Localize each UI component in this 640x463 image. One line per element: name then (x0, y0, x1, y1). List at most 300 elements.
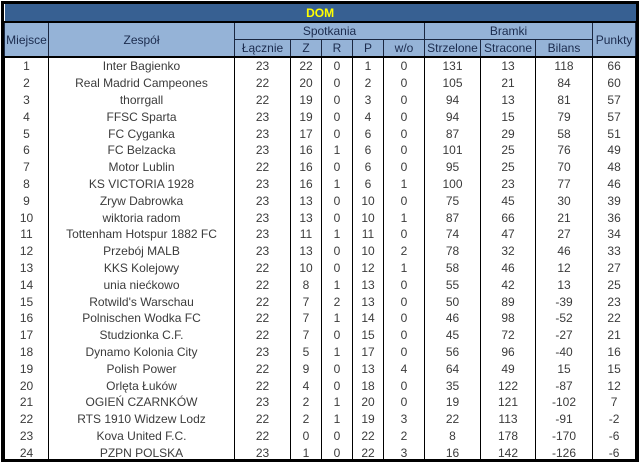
cell-stracone: 32 (481, 243, 536, 260)
cell-punkty: 46 (593, 176, 636, 193)
table-row[interactable] (5, 243, 636, 260)
cell-bilans: -27 (536, 327, 593, 344)
cell-punkty: 60 (593, 75, 636, 92)
cell-lacznie: 23 (235, 125, 291, 142)
cell-p: 6 (353, 176, 384, 193)
cell-r: 0 (322, 444, 353, 461)
table-row[interactable] (5, 276, 636, 293)
cell-wo: 3 (384, 411, 425, 428)
cell-p: 11 (353, 226, 384, 243)
cell-strzelone: 8 (425, 428, 481, 445)
cell-stracone: 142 (481, 444, 536, 461)
cell-stracone: 13 (481, 57, 536, 75)
cell-z: 1 (291, 444, 322, 461)
cell-r: 0 (322, 428, 353, 445)
cell-bilans: -40 (536, 344, 593, 361)
cell-zespol: FFSC Sparta (49, 108, 235, 125)
cell-strzelone: 16 (425, 444, 481, 461)
cell-stracone: 98 (481, 310, 536, 327)
cell-punkty: 22 (593, 310, 636, 327)
cell-p: 13 (353, 293, 384, 310)
cell-strzelone: 56 (425, 344, 481, 361)
cell-z: 11 (291, 226, 322, 243)
cell-r: 0 (322, 108, 353, 125)
cell-r: 1 (322, 310, 353, 327)
cell-wo: 0 (384, 57, 425, 75)
cell-bilans: -126 (536, 444, 593, 461)
cell-z: 19 (291, 92, 322, 109)
col-header-z: Z (291, 40, 322, 58)
cell-bilans: 118 (536, 57, 593, 75)
cell-r: 0 (322, 209, 353, 226)
cell-p: 4 (353, 108, 384, 125)
cell-stracone: 178 (481, 428, 536, 445)
cell-punkty: 39 (593, 192, 636, 209)
cell-p: 10 (353, 192, 384, 209)
table-row[interactable] (5, 75, 636, 92)
cell-punkty: 66 (593, 57, 636, 75)
cell-punkty: -6 (593, 428, 636, 445)
table-row[interactable] (5, 310, 636, 327)
league-standings-table (1, 1, 639, 462)
cell-miejsce: 23 (5, 428, 49, 445)
table-row[interactable] (5, 57, 636, 75)
cell-zespol: Przebój MALB (49, 243, 235, 260)
cell-stracone: 29 (481, 125, 536, 142)
col-header-punkty: Punkty (593, 22, 636, 57)
cell-miejsce: 19 (5, 360, 49, 377)
cell-stracone: 72 (481, 327, 536, 344)
cell-bilans: 15 (536, 360, 593, 377)
cell-strzelone: 94 (425, 108, 481, 125)
cell-lacznie: 22 (235, 75, 291, 92)
table-row[interactable] (5, 226, 636, 243)
table-row[interactable] (5, 377, 636, 394)
cell-strzelone: 64 (425, 360, 481, 377)
cell-punkty: 57 (593, 92, 636, 109)
cell-miejsce: 3 (5, 92, 49, 109)
table-body (5, 57, 636, 461)
cell-miejsce: 20 (5, 377, 49, 394)
cell-r: 0 (322, 92, 353, 109)
cell-lacznie: 23 (235, 394, 291, 411)
cell-stracone: 89 (481, 293, 536, 310)
cell-p: 12 (353, 260, 384, 277)
cell-z: 9 (291, 360, 322, 377)
cell-stracone: 122 (481, 377, 536, 394)
cell-lacznie: 23 (235, 176, 291, 193)
cell-zespol: unia niećkowo (49, 276, 235, 293)
cell-strzelone: 101 (425, 142, 481, 159)
cell-bilans: -102 (536, 394, 593, 411)
cell-strzelone: 58 (425, 260, 481, 277)
cell-wo: 0 (384, 108, 425, 125)
cell-bilans: 70 (536, 159, 593, 176)
cell-punkty: 21 (593, 327, 636, 344)
cell-lacznie: 22 (235, 92, 291, 109)
cell-miejsce: 7 (5, 159, 49, 176)
cell-p: 1 (353, 57, 384, 75)
col-header-wo: w/o (384, 40, 425, 58)
cell-bilans: 58 (536, 125, 593, 142)
cell-p: 22 (353, 428, 384, 445)
cell-wo: 0 (384, 159, 425, 176)
cell-wo: 0 (384, 92, 425, 109)
cell-punkty: 57 (593, 108, 636, 125)
cell-bilans: -87 (536, 377, 593, 394)
cell-strzelone: 100 (425, 176, 481, 193)
cell-p: 2 (353, 75, 384, 92)
group-header-spotkania: Spotkania (235, 22, 425, 40)
cell-bilans: 77 (536, 176, 593, 193)
cell-bilans: 12 (536, 260, 593, 277)
cell-r: 0 (322, 75, 353, 92)
cell-bilans: 76 (536, 142, 593, 159)
cell-miejsce: 16 (5, 310, 49, 327)
cell-z: 22 (291, 57, 322, 75)
cell-stracone: 47 (481, 226, 536, 243)
cell-wo: 0 (384, 394, 425, 411)
cell-wo: 0 (384, 226, 425, 243)
cell-lacznie: 22 (235, 411, 291, 428)
cell-z: 2 (291, 411, 322, 428)
cell-wo: 0 (384, 293, 425, 310)
cell-miejsce: 12 (5, 243, 49, 260)
col-header-miejsce: Miejsce (5, 22, 49, 57)
cell-strzelone: 50 (425, 293, 481, 310)
col-header-bilans: Bilans (536, 40, 593, 58)
cell-p: 13 (353, 276, 384, 293)
cell-miejsce: 13 (5, 260, 49, 277)
table-title: DOM (5, 4, 636, 22)
table-row[interactable] (5, 444, 636, 461)
cell-punkty: 16 (593, 344, 636, 361)
cell-miejsce: 10 (5, 209, 49, 226)
cell-strzelone: 19 (425, 394, 481, 411)
cell-lacznie: 23 (235, 226, 291, 243)
cell-bilans: -91 (536, 411, 593, 428)
cell-z: 16 (291, 176, 322, 193)
cell-stracone: 66 (481, 209, 536, 226)
cell-strzelone: 95 (425, 159, 481, 176)
cell-punkty: 7 (593, 394, 636, 411)
cell-p: 10 (353, 243, 384, 260)
cell-zespol: FC Belzacka (49, 142, 235, 159)
cell-z: 4 (291, 377, 322, 394)
cell-zespol: Rotwild's Warschau (49, 293, 235, 310)
cell-wo: 1 (384, 260, 425, 277)
cell-punkty: 48 (593, 159, 636, 176)
table-row[interactable] (5, 92, 636, 109)
cell-zespol: Polnischen Wodka FC (49, 310, 235, 327)
cell-zespol: RTS 1910 Widzew Lodz (49, 411, 235, 428)
table-row[interactable] (5, 125, 636, 142)
table-row[interactable] (5, 428, 636, 445)
cell-bilans: -170 (536, 428, 593, 445)
cell-stracone: 49 (481, 360, 536, 377)
cell-p: 6 (353, 159, 384, 176)
cell-z: 17 (291, 125, 322, 142)
col-header-p: P (353, 40, 384, 58)
cell-stracone: 121 (481, 394, 536, 411)
cell-punkty: 34 (593, 226, 636, 243)
col-header-stracone: Stracone (481, 40, 536, 58)
cell-bilans: 21 (536, 209, 593, 226)
cell-bilans: -39 (536, 293, 593, 310)
cell-zespol: thorrgall (49, 92, 235, 109)
cell-miejsce: 21 (5, 394, 49, 411)
cell-z: 2 (291, 394, 322, 411)
cell-punkty: 12 (593, 377, 636, 394)
table-row[interactable] (5, 142, 636, 159)
cell-r: 1 (322, 142, 353, 159)
cell-punkty: 33 (593, 243, 636, 260)
cell-wo: 1 (384, 176, 425, 193)
cell-z: 5 (291, 344, 322, 361)
cell-bilans: 30 (536, 192, 593, 209)
cell-lacznie: 22 (235, 327, 291, 344)
cell-lacznie: 23 (235, 444, 291, 461)
cell-lacznie: 22 (235, 159, 291, 176)
cell-punkty: -6 (593, 444, 636, 461)
cell-strzelone: 22 (425, 411, 481, 428)
cell-p: 6 (353, 125, 384, 142)
cell-stracone: 25 (481, 142, 536, 159)
cell-lacznie: 23 (235, 192, 291, 209)
cell-r: 0 (322, 57, 353, 75)
cell-z: 7 (291, 310, 322, 327)
cell-r: 1 (322, 344, 353, 361)
cell-strzelone: 78 (425, 243, 481, 260)
cell-punkty: 23 (593, 293, 636, 310)
cell-lacznie: 22 (235, 293, 291, 310)
cell-strzelone: 75 (425, 192, 481, 209)
cell-stracone: 96 (481, 344, 536, 361)
cell-strzelone: 46 (425, 310, 481, 327)
cell-zespol: Studzionka C.F. (49, 327, 235, 344)
cell-lacznie: 22 (235, 310, 291, 327)
cell-wo: 0 (384, 276, 425, 293)
table-row[interactable] (5, 108, 636, 125)
table-row[interactable] (5, 176, 636, 193)
cell-miejsce: 14 (5, 276, 49, 293)
cell-p: 6 (353, 142, 384, 159)
cell-r: 0 (322, 159, 353, 176)
cell-stracone: 15 (481, 108, 536, 125)
col-header-lacznie: Łącznie (235, 40, 291, 58)
cell-p: 20 (353, 394, 384, 411)
cell-r: 0 (322, 377, 353, 394)
cell-bilans: 13 (536, 276, 593, 293)
cell-p: 15 (353, 327, 384, 344)
cell-miejsce: 8 (5, 176, 49, 193)
cell-r: 1 (322, 226, 353, 243)
table-row[interactable] (5, 344, 636, 361)
cell-z: 0 (291, 428, 322, 445)
cell-stracone: 113 (481, 411, 536, 428)
cell-p: 19 (353, 411, 384, 428)
cell-miejsce: 5 (5, 125, 49, 142)
cell-lacznie: 22 (235, 360, 291, 377)
cell-zespol: PZPN POLSKA (49, 444, 235, 461)
cell-wo: 4 (384, 360, 425, 377)
cell-punkty: 51 (593, 125, 636, 142)
table-row[interactable] (5, 260, 636, 277)
cell-wo: 0 (384, 344, 425, 361)
cell-r: 2 (322, 293, 353, 310)
cell-wo: 2 (384, 428, 425, 445)
cell-lacznie: 22 (235, 377, 291, 394)
cell-bilans: 81 (536, 92, 593, 109)
cell-bilans: -52 (536, 310, 593, 327)
cell-strzelone: 74 (425, 226, 481, 243)
cell-zespol: Dynamo Kolonia City (49, 344, 235, 361)
table-row[interactable] (5, 360, 636, 377)
cell-wo: 0 (384, 142, 425, 159)
cell-r: 0 (322, 360, 353, 377)
cell-zespol: Tottenham Hotspur 1882 FC (49, 226, 235, 243)
table-row[interactable] (5, 192, 636, 209)
cell-stracone: 13 (481, 92, 536, 109)
cell-zespol: KS VICTORIA 1928 (49, 176, 235, 193)
cell-zespol: FC Cyganka (49, 125, 235, 142)
cell-miejsce: 1 (5, 57, 49, 75)
cell-bilans: 27 (536, 226, 593, 243)
cell-punkty: -2 (593, 411, 636, 428)
cell-punkty: 15 (593, 360, 636, 377)
cell-r: 1 (322, 276, 353, 293)
cell-punkty: 25 (593, 276, 636, 293)
cell-stracone: 25 (481, 159, 536, 176)
cell-strzelone: 131 (425, 57, 481, 75)
cell-miejsce: 9 (5, 192, 49, 209)
cell-lacznie: 22 (235, 276, 291, 293)
cell-zespol: Real Madrid Campeones (49, 75, 235, 92)
table-row[interactable] (5, 159, 636, 176)
cell-wo: 1 (384, 209, 425, 226)
cell-z: 10 (291, 260, 322, 277)
cell-miejsce: 2 (5, 75, 49, 92)
table-row[interactable] (5, 293, 636, 310)
table-row[interactable] (5, 394, 636, 411)
cell-punkty: 49 (593, 142, 636, 159)
cell-wo: 0 (384, 327, 425, 344)
cell-z: 7 (291, 293, 322, 310)
cell-z: 13 (291, 243, 322, 260)
cell-r: 1 (322, 176, 353, 193)
cell-lacznie: 23 (235, 344, 291, 361)
cell-z: 16 (291, 159, 322, 176)
cell-miejsce: 22 (5, 411, 49, 428)
cell-bilans: 79 (536, 108, 593, 125)
cell-zespol: Inter Bagienko (49, 57, 235, 75)
table-row[interactable] (5, 411, 636, 428)
cell-lacznie: 23 (235, 108, 291, 125)
cell-punkty: 36 (593, 209, 636, 226)
cell-zespol: Polish Power (49, 360, 235, 377)
cell-zespol: OGIEŃ CZARNKÓW (49, 394, 235, 411)
cell-stracone: 23 (481, 176, 536, 193)
cell-lacznie: 22 (235, 428, 291, 445)
cell-wo: 2 (384, 243, 425, 260)
cell-miejsce: 11 (5, 226, 49, 243)
cell-zespol: Motor Lublin (49, 159, 235, 176)
cell-z: 16 (291, 142, 322, 159)
group-header-bramki: Bramki (425, 22, 593, 40)
cell-miejsce: 15 (5, 293, 49, 310)
cell-p: 22 (353, 444, 384, 461)
cell-bilans: 84 (536, 75, 593, 92)
cell-z: 20 (291, 75, 322, 92)
cell-p: 17 (353, 344, 384, 361)
cell-z: 13 (291, 209, 322, 226)
cell-miejsce: 6 (5, 142, 49, 159)
col-header-zespol: Zespół (49, 22, 235, 57)
cell-strzelone: 87 (425, 209, 481, 226)
col-header-r: R (322, 40, 353, 58)
cell-r: 0 (322, 125, 353, 142)
cell-lacznie: 23 (235, 243, 291, 260)
cell-r: 1 (322, 411, 353, 428)
cell-strzelone: 55 (425, 276, 481, 293)
cell-strzelone: 94 (425, 92, 481, 109)
cell-strzelone: 45 (425, 327, 481, 344)
cell-r: 0 (322, 243, 353, 260)
table-row[interactable] (5, 327, 636, 344)
standings-table (4, 4, 636, 461)
cell-bilans: 46 (536, 243, 593, 260)
cell-zespol: wiktoria radom (49, 209, 235, 226)
cell-lacznie: 23 (235, 209, 291, 226)
table-row[interactable] (5, 209, 636, 226)
cell-wo: 0 (384, 75, 425, 92)
cell-wo: 0 (384, 377, 425, 394)
cell-wo: 0 (384, 125, 425, 142)
cell-p: 18 (353, 377, 384, 394)
cell-punkty: 27 (593, 260, 636, 277)
cell-z: 7 (291, 327, 322, 344)
cell-miejsce: 18 (5, 344, 49, 361)
cell-lacznie: 23 (235, 142, 291, 159)
cell-z: 19 (291, 108, 322, 125)
cell-zespol: Zryw Dabrowka (49, 192, 235, 209)
cell-zespol: Kova United F.C. (49, 428, 235, 445)
cell-wo: 0 (384, 310, 425, 327)
cell-stracone: 21 (481, 75, 536, 92)
cell-wo: 0 (384, 192, 425, 209)
cell-stracone: 42 (481, 276, 536, 293)
cell-r: 1 (322, 394, 353, 411)
cell-miejsce: 17 (5, 327, 49, 344)
cell-zespol: Orlęta Łuków (49, 377, 235, 394)
cell-strzelone: 87 (425, 125, 481, 142)
cell-lacznie: 23 (235, 57, 291, 75)
cell-strzelone: 35 (425, 377, 481, 394)
cell-p: 10 (353, 209, 384, 226)
cell-miejsce: 4 (5, 108, 49, 125)
cell-p: 13 (353, 360, 384, 377)
cell-strzelone: 105 (425, 75, 481, 92)
cell-wo: 3 (384, 444, 425, 461)
cell-zespol: KKS Kolejowy (49, 260, 235, 277)
cell-miejsce: 24 (5, 444, 49, 461)
cell-z: 8 (291, 276, 322, 293)
cell-stracone: 45 (481, 192, 536, 209)
cell-p: 14 (353, 310, 384, 327)
cell-lacznie: 22 (235, 260, 291, 277)
cell-r: 0 (322, 327, 353, 344)
cell-z: 13 (291, 192, 322, 209)
